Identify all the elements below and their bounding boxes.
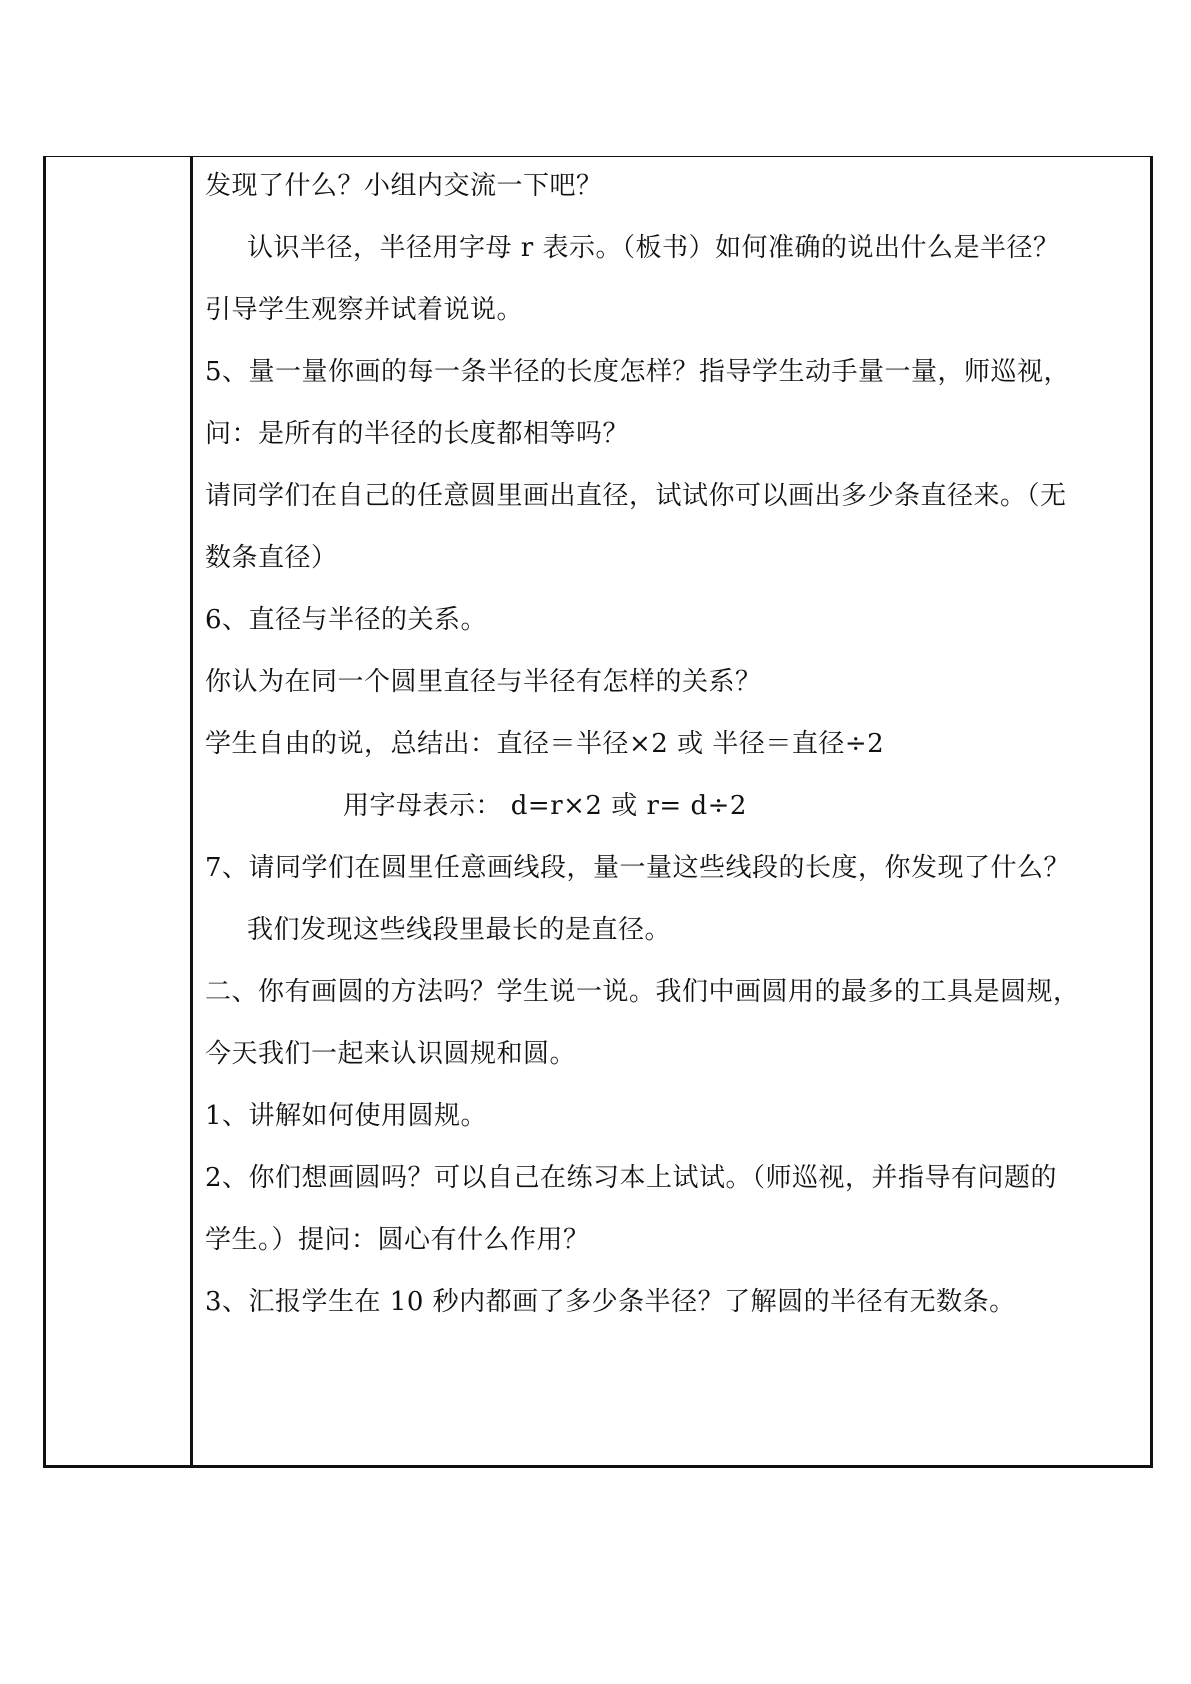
text-line: 发现了什么？小组内交流一下吧？ bbox=[205, 171, 603, 201]
text-line: 请同学们在自己的任意圆里画出直径，试试你可以画出多少条直径来。（无 bbox=[205, 481, 1067, 511]
text-line: 引导学生观察并试着说说。 bbox=[205, 295, 524, 325]
text-line: 用字母表示： d=r×2 或 r= d÷2 bbox=[343, 791, 747, 821]
text-line: 学生自由的说，总结出：直径＝半径×2 或 半径＝直径÷2 bbox=[205, 729, 885, 759]
text-line: 认识半径，半径用字母 r 表示。（板书）如何准确的说出什么是半径？ bbox=[247, 233, 1060, 263]
text-line: 1、讲解如何使用圆规。 bbox=[205, 1101, 488, 1131]
table-column-divider bbox=[190, 156, 193, 1468]
text-line: 今天我们一起来认识圆规和圆。 bbox=[205, 1039, 577, 1069]
text-line: 3、汇报学生在 10 秒内都画了多少条半径？了解圆的半径有无数条。 bbox=[205, 1287, 1016, 1317]
text-line: 7、请同学们在圆里任意画线段，量一量这些线段的长度，你发现了什么？ bbox=[205, 853, 1071, 883]
text-line: 2、你们想画圆吗？可以自己在练习本上试试。（师巡视，并指导有问题的 bbox=[205, 1163, 1058, 1193]
text-line: 二、你有画圆的方法吗？学生说一说。我们中画圆用的最多的工具是圆规， bbox=[205, 977, 1080, 1007]
text-line: 6、直径与半径的关系。 bbox=[205, 605, 488, 635]
text-line: 5、量一量你画的每一条半径的长度怎样？指导学生动手量一量，师巡视， bbox=[205, 357, 1071, 387]
text-line: 我们发现这些线段里最长的是直径。 bbox=[247, 915, 672, 945]
text-line: 问：是所有的半径的长度都相等吗？ bbox=[205, 419, 630, 449]
text-line: 数条直径） bbox=[205, 543, 338, 573]
text-line: 学生。）提问：圆心有什么作用？ bbox=[205, 1225, 590, 1255]
text-line: 你认为在同一个圆里直径与半径有怎样的关系？ bbox=[205, 667, 762, 697]
